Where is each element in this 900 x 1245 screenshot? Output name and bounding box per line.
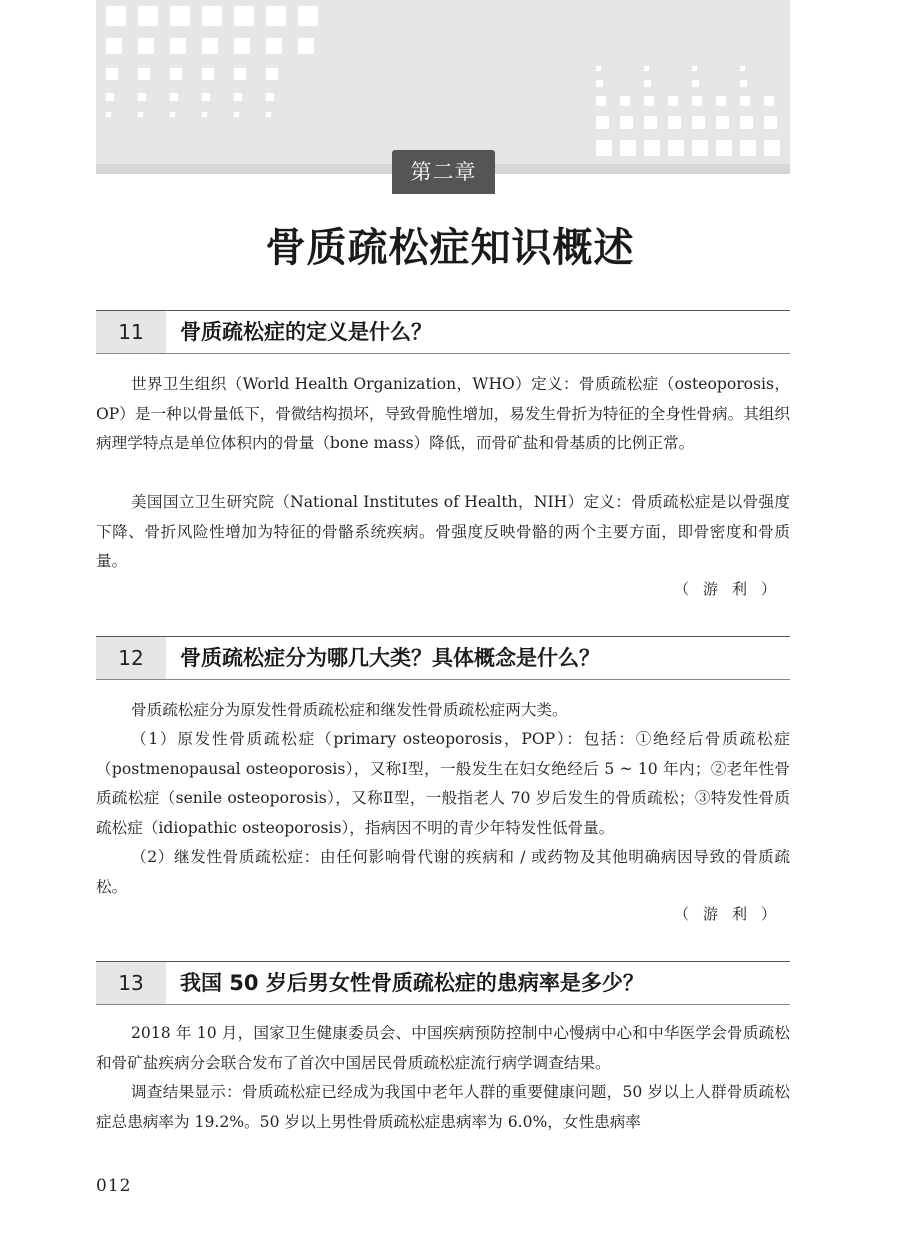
section-11-author: （游利） [673,580,790,598]
decorative-square [138,6,158,26]
decorative-square [138,112,143,117]
decorative-square [620,140,636,156]
decorative-square [298,6,318,26]
decorative-square [692,140,708,156]
decorative-square [138,68,150,80]
decorative-square [740,80,747,87]
decorative-square [106,6,126,26]
decorative-square [266,93,274,101]
decorative-square [716,96,726,106]
page-number: 012 [96,1176,132,1196]
decorative-square [298,38,314,54]
decorative-square [740,96,750,106]
section-11-number: 11 [96,311,166,353]
decorative-square [644,80,651,87]
section-12-title: 骨质疏松症分为哪几大类？具体概念是什么？ [180,646,600,670]
decorative-square [644,66,649,71]
decorative-square [234,93,242,101]
decorative-square [668,116,681,129]
section-13-paragraph-2: 调查结果显示：骨质疏松症已经成为我国中老年人群的重要健康问题，50 岁以上人群骨质疏松症总患病率为 19.2%。50 岁以上男性骨质疏松症患病率为 6.0%，女性患病率 [96,1083,790,1131]
decorative-square [740,140,756,156]
decorative-square [596,116,609,129]
decorative-square [764,96,774,106]
section-13-paragraph-1: 2018 年 10 月，国家卫生健康委员会、中国疾病预防控制中心慢病中心和中华医学会骨质疏松和骨矿盐疾病分会联合发布了首次中国居民骨质疏松症流行病学调查结果。 [96,1024,790,1072]
decorative-square [596,96,606,106]
decorative-square [764,116,777,129]
section-12-number: 12 [96,637,166,679]
decorative-square [202,38,218,54]
decorative-square [138,38,154,54]
section-12-header [96,636,790,680]
section-13-header [96,961,790,1005]
section-11-title: 骨质疏松症的定义是什么？ [180,320,432,344]
decorative-square [170,38,186,54]
decorative-square [202,93,210,101]
decorative-square [266,6,286,26]
decorative-square [692,96,702,106]
section-12-paragraph-1: 骨质疏松症分为原发性骨质疏松症和继发性骨质疏松症两大类。 [131,701,568,719]
decorative-square [692,116,705,129]
section-12-paragraph-2: （1）原发性骨质疏松症（primary osteoporosis，POP）：包括：①绝经后骨质疏松症（postmenopausal osteoporosis），又称Ⅰ型，一般发生在妇女绝经后 5 ~ 10 年内；②老年性骨质疏松症（senile osteoporosis），又称Ⅱ型，一般指老人 70 岁后发生的骨质疏松；③特发性骨质疏松症（idiopathic osteoporosis），指病因不明的青少年特发性低骨量。 [96,730,790,837]
decorative-square [266,112,271,117]
decorative-square [716,116,729,129]
decorative-square [692,66,697,71]
decorative-square [234,6,254,26]
decorative-square [234,112,239,117]
section-13-number: 13 [96,962,166,1004]
section-13-title: 我国 50 岁后男女性骨质疏松症的患病率是多少？ [180,971,644,995]
decorative-square [716,140,732,156]
decorative-square [668,140,684,156]
section-11-header [96,310,790,354]
decorative-square [106,93,114,101]
decorative-square [596,66,601,71]
decorative-square [764,140,780,156]
decorative-square [740,66,745,71]
decorative-square [170,112,175,117]
decorative-square [170,6,190,26]
chapter-tag [392,150,495,194]
decorative-square [202,112,207,117]
decorative-square [596,80,603,87]
section-12-author: （游利） [673,905,790,923]
decorative-square [266,38,282,54]
chapter-banner [96,0,790,170]
decorative-square [106,68,118,80]
decorative-square [740,116,753,129]
section-11-paragraph-1: 世界卫生组织（World Health Organization，WHO）定义：骨质疏松症（osteoporosis，OP）是一种以骨量低下，骨微结构损坏，导致骨脆性增加，易发生骨折为特征的全身性骨病。其组织病理学特点是单位体积内的骨量（bone mass）降低，而骨矿盐和骨基质的比例正常。 [96,375,790,452]
decorative-square [234,38,250,54]
decorative-square [620,116,633,129]
decorative-square [234,68,246,80]
chapter-label: 第二章 [410,160,477,184]
decorative-square [266,68,278,80]
decorative-square [170,93,178,101]
section-11-paragraph-2: 美国国立卫生研究院（National Institutes of Health，NIH）定义：骨质疏松症是以骨强度下降、骨折风险性增加为特征的骨骼系统疾病。骨强度反映骨骼的两个主要方面，即骨密度和骨质量。 [96,493,790,570]
section-12-paragraph-3: （2）继发性骨质疏松症：由任何影响骨代谢的疾病和 / 或药物及其他明确病因导致的骨质疏松。 [96,848,790,896]
decorative-square [596,140,612,156]
decorative-square [644,116,657,129]
decorative-square [202,68,214,80]
decorative-square [138,93,146,101]
decorative-square [668,96,678,106]
decorative-square [202,6,222,26]
decorative-square [644,96,654,106]
decorative-square [644,140,660,156]
decorative-square [692,80,699,87]
chapter-title: 骨质疏松症知识概述 [265,225,635,271]
decorative-square [106,112,111,117]
decorative-square [620,96,630,106]
decorative-square [170,68,182,80]
decorative-square [106,38,122,54]
